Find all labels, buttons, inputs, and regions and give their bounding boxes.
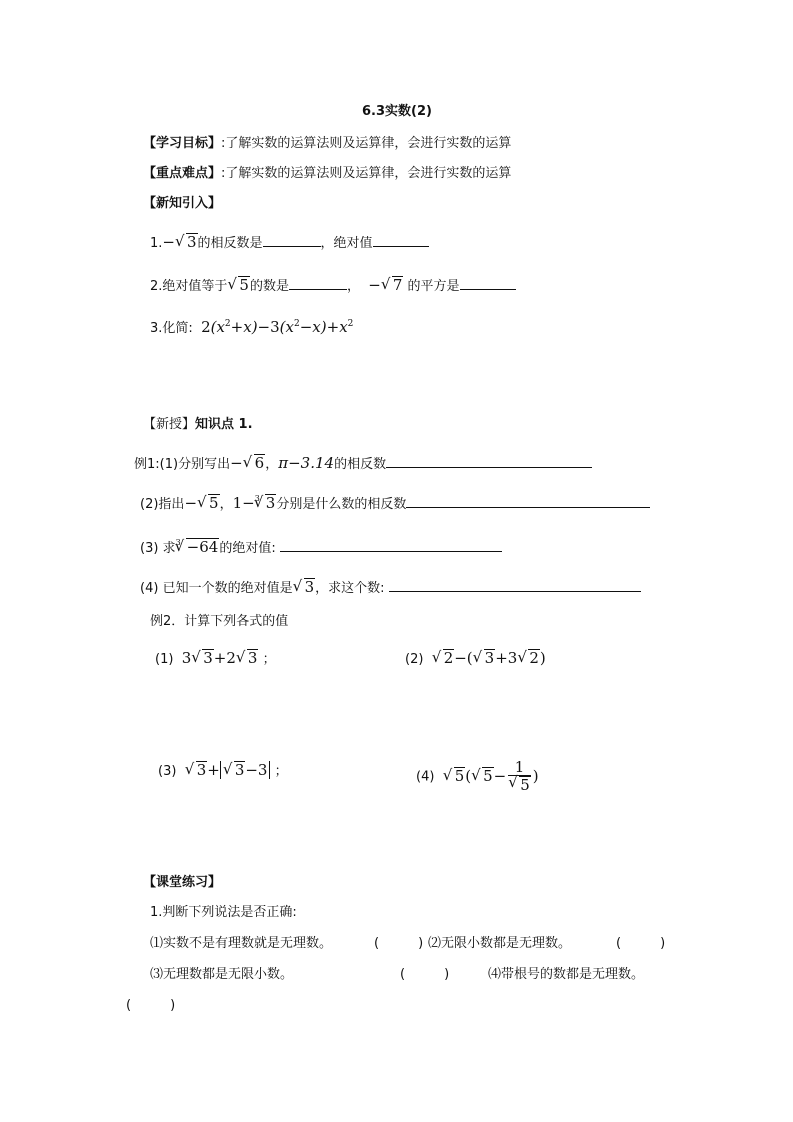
- ex1-part4: [140, 577, 641, 599]
- q2-text2: 的数是: [249, 279, 289, 294]
- q2-blank-1[interactable]: [289, 275, 347, 290]
- ex1-p2-radicand: 5: [209, 494, 219, 512]
- q2-separator: ，: [346, 279, 360, 294]
- page-title: 6.3实数(2): [362, 104, 432, 119]
- practice-s4: ⑷带根号的数都是无理数。: [488, 967, 645, 982]
- ex1-p4-label: (4): [140, 581, 159, 596]
- practice-s4-answer[interactable]: ( ): [126, 998, 176, 1013]
- ex1-p2-radicand-2: 3: [265, 494, 276, 512]
- ex1-p2-text1: 指出: [158, 497, 185, 512]
- new-lesson-label: 【新授】: [143, 417, 196, 432]
- ex1-p3-label: (3): [140, 541, 159, 556]
- ex1-part1: 例1:(1)分别写出−√ 6，π−3.14的相反数: [134, 453, 592, 475]
- q2-number: 2.: [150, 279, 163, 294]
- practice-s3: ⑶无理数都是无限小数。: [150, 967, 294, 982]
- ex1-p1-text2: 的相反数: [334, 457, 387, 472]
- ex1-p2-text2: 分别是什么数的相反数: [276, 497, 407, 512]
- ex1-part3: [140, 537, 502, 560]
- ex2-item1-label: (1): [155, 652, 174, 667]
- practice-s2: ⑵无限小数都是无理数。: [428, 936, 572, 951]
- ex1-p3-radicand: −64: [186, 538, 219, 556]
- practice-s1: ⑴实数不是有理数就是无理数。: [150, 936, 333, 951]
- ex2-item4-expr: √ 5(√ 5− 1 √ 5 ): [443, 767, 539, 785]
- practice-s1-answer[interactable]: ( ): [374, 936, 424, 951]
- ex1-p2-sep: ，: [219, 497, 233, 512]
- ex1-p3-text1: 求: [162, 541, 176, 556]
- intro-q2: [150, 275, 516, 297]
- ex1-p1-text1: 分别写出: [178, 457, 231, 472]
- new-lesson-heading: [143, 415, 253, 435]
- q3-text: 化简:: [162, 321, 193, 336]
- ex1-p1-radicand: 6: [254, 454, 265, 472]
- ex2-item1-semicolon: ；: [262, 652, 276, 667]
- q1-text-opposite: 的相反数是: [197, 236, 263, 251]
- practice-s3-answer[interactable]: ( ): [400, 967, 450, 982]
- q1-radicand: 3: [186, 233, 197, 251]
- q2-radicand-2: 7: [392, 276, 403, 294]
- ex1-p3-root-index: 3: [175, 538, 181, 547]
- key-points: [143, 164, 511, 184]
- practice-q1: 1.判断下列说法是否正确:: [150, 905, 297, 920]
- ex2-item2-expr: √ 2−(√ 3+3√ 2): [432, 649, 546, 667]
- ex1-part2: (2)指出−√ 5，1−$^3$√ 3分别是什么数的相反数: [140, 493, 650, 516]
- ex2-item4: [416, 760, 539, 793]
- ex1-p2-prefix: 1−: [232, 494, 255, 512]
- ex1-p4-text1: 已知一个数的绝对值是: [162, 581, 293, 596]
- learning-goals: [143, 134, 511, 154]
- q2-sign: −: [368, 276, 381, 294]
- ex1-p4-blank[interactable]: [389, 577, 641, 592]
- ex1-p3-text2: 的绝对值:: [219, 541, 276, 556]
- ex2-heading: 例2．计算下列各式的值: [150, 614, 289, 629]
- ex2-item1-expr: 3√ 3+2√ 3: [182, 649, 259, 667]
- ex1-p2-label: (2): [140, 497, 159, 512]
- practice-s2-answer[interactable]: ( ): [616, 936, 666, 951]
- q1-sign: −: [162, 233, 175, 251]
- ex2-item2-label: (2): [405, 652, 424, 667]
- ex1-p2-root-index: 3: [254, 494, 260, 503]
- ex2-item4-label: (4): [416, 769, 435, 785]
- ex1-p1-pi-expr: π−3.14: [278, 454, 335, 472]
- q1-text-abs: ，绝对值: [320, 236, 373, 251]
- ex1-p3-blank[interactable]: [280, 537, 502, 552]
- practice-heading: 【课堂练习】: [143, 875, 222, 890]
- q2-blank-2[interactable]: [460, 275, 516, 290]
- q3-expression: $2(x^2+x)-3(x^2-x)+x^2$: [201, 318, 354, 336]
- q2-text1: 绝对值等于: [162, 279, 228, 294]
- ex1-p4-radicand: 3: [304, 578, 315, 596]
- knowledge-point-1: 知识点 1.: [195, 417, 253, 432]
- intro-q1: [150, 232, 429, 254]
- q1-blank-abs[interactable]: [373, 232, 429, 247]
- ex2-item3-expr: √ 3+√ 3−3: [185, 761, 271, 779]
- ex2-item3-semicolon: ；: [274, 764, 288, 779]
- ex1-p4-text2: ，求这个数:: [315, 581, 385, 596]
- q3-number: 3.: [150, 321, 163, 336]
- intro-q3: [150, 314, 353, 339]
- key-points-text: :了解实数的运算法则及运算律，会进行实数的运算: [221, 166, 512, 181]
- ex2-item1: [155, 648, 276, 670]
- ex1-p1-blank[interactable]: [386, 453, 592, 468]
- ex2-item3-label: (3): [158, 764, 177, 779]
- learning-goals-label: 【学习目标】: [143, 136, 222, 151]
- q1-blank-opposite[interactable]: [263, 232, 321, 247]
- ex2-item3: [158, 760, 288, 782]
- key-points-label: 【重点难点】: [143, 166, 222, 181]
- q2-text3: 的平方是: [403, 279, 460, 294]
- ex1-p2-blank[interactable]: [406, 493, 650, 508]
- q1-number: 1.: [150, 236, 163, 251]
- learning-goals-text: :了解实数的运算法则及运算律，会进行实数的运算: [221, 136, 512, 151]
- ex1-p1-sep: ，: [265, 457, 279, 472]
- intro-heading: 【新知引入】: [143, 196, 222, 211]
- ex1-label: 例1:(1): [134, 457, 179, 472]
- ex2-item2: [405, 648, 546, 670]
- q2-radicand: 5: [239, 276, 249, 294]
